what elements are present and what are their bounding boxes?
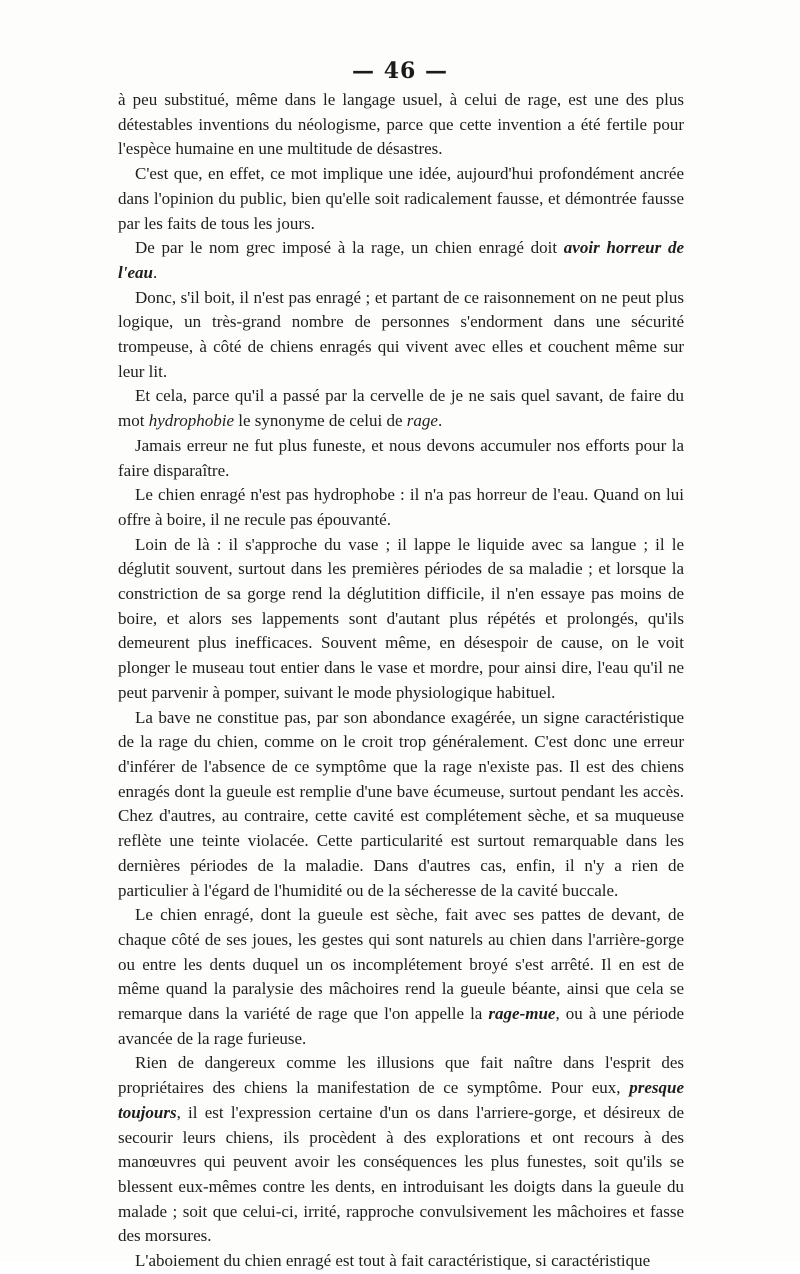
- paragraph: [118, 88, 684, 162]
- paragraph-text: De par le nom grec imposé à la rage, un chien enragé doit: [135, 238, 564, 258]
- paragraph-text: Loin de là : il s'approche du vase ; il lappe le liquide avec sa langue ; il le déglutit souvent, surtout dans les premières périodes de sa maladie ; et lorsque la constriction de sa gorge rend la déglutition difficile, il n'en essaye pas moins de boire, et alors ses lappements sont d'autant plus répétés et prolongés, qu'ils demeurent plus inefficaces. Souvent même, en désespoir de cause, on le voit plonger le museau tout entier dans le vase et mordre, pour ainsi dire, l'eau qu'il ne peut parvenir à pomper, suivant le mode physiologique habituel.: [118, 534, 684, 702]
- paragraph: [118, 483, 684, 532]
- italic-term: rage: [406, 411, 438, 431]
- paragraph: [118, 286, 684, 385]
- paragraph-text: .: [437, 411, 443, 431]
- page-number: — 46 —: [352, 58, 448, 84]
- paragraph: [118, 236, 684, 285]
- paragraph-text: C'est que, en effet, ce mot implique une idée, aujourd'hui profondément ancrée dans l'opinion du public, bien qu'elle soit radicalement fausse, et démontrée fausse par les faits de tous les jours.: [118, 164, 684, 233]
- paragraph: [118, 384, 684, 433]
- paragraph: [118, 162, 684, 236]
- paragraph: [118, 434, 684, 483]
- paragraph-text: La bave ne constitue pas, par son abondance exagérée, un signe caractéristique de la rage du chien, comme on le croit trop généralement. C'est donc une erreur d'inférer de l'absence de ce symptôme que la rage n'existe pas. Il est des chiens enragés dont la gueule est remplie d'une bave écumeuse, surtout pendant les accès. Chez d'autres, au contraire, cette cavité est complétement sèche, et sa muqueuse reflète une teinte violacée. Cette particularité est surtout remarquable dans les dernières périodes de la maladie. Dans d'autres cas, enfin, il n'y a rien de particulier à l'égard de l'humidité ou de la sécheresse de la cavité buccale.: [118, 707, 684, 900]
- paragraph: [118, 533, 684, 706]
- paragraph: [118, 706, 684, 904]
- paragraph-text: L'aboiement du chien enragé est tout à fait caractéristique, si caractéristique: [135, 1251, 651, 1271]
- paragraph: [118, 903, 684, 1051]
- paragraph-text: Rien de dangereux comme les illusions que fait naître dans l'esprit des propriétaires des chiens la manifestation de ce symptôme. Pour eux,: [118, 1053, 684, 1098]
- paragraph-text: , il est l'expression certaine d'un os dans l'arriere-gorge, et désireux de secourir leurs chiens, ils procèdent à des explorations et ont recours à des manœuvres qui peuvent avoir les conséquences les plus funestes, soit qu'ils se blessent eux-mêmes contre les dents, en introduisant les doigts dans la gueule du malade ; soit que celui-ci, irrité, rapproche convulsivement les mâchoires et fasse des morsures.: [118, 1102, 684, 1246]
- paragraph-text: , ou à une période avancée de la rage furieuse.: [118, 1004, 684, 1048]
- paragraph: [118, 1051, 684, 1249]
- paragraph-text: Le chien enragé n'est pas hydrophobe : il n'a pas horreur de l'eau. Quand on lui offre à boire, il ne recule pas épouvanté.: [118, 485, 684, 529]
- paragraph-text: à peu substitué, même dans le langage usuel, à celui de rage, est une des plus détestables inventions du néologisme, parce que cette invention a été fertile pour l'espèce humaine en une multitude de désastres.: [118, 90, 684, 159]
- body-text: [118, 88, 684, 1274]
- italic-term: hydrophobie: [148, 411, 235, 431]
- paragraph-text: Donc, s'il boit, il n'est pas enragé ; et partant de ce raisonnement on ne peut plus logique, un très-grand nombre de personnes s'endorment dans une sécurité trompeuse, à côté de chiens enragés qui vivent avec elles et couchent même sur leur lit.: [118, 287, 684, 381]
- paragraph: [118, 1249, 684, 1274]
- paragraph-text: Le chien enragé, dont la gueule est sèche, fait avec ses pattes de devant, de chaque côté de ses joues, les gestes qui sont naturels au chien dans l'arrière-gorge ou entre les dents duquel un os incomplétement broyé s'est arrêté. Il en est de même quand la paralysie des mâchoires rend la gueule béante, ainsi que cela se remarque dans la variété de rage que l'on appelle la: [118, 905, 684, 1024]
- emphasized-text: rage-mue: [488, 1004, 556, 1024]
- emphasized-text: presque toujours: [118, 1078, 684, 1122]
- paragraph-text: le synonyme de celui de: [234, 411, 407, 431]
- paragraph-text: .: [152, 262, 158, 282]
- paragraph-text: Jamais erreur ne fut plus funeste, et nous devons accumuler nos efforts pour la faire disparaître.: [118, 435, 684, 480]
- emphasized-text: avoir horreur de l'eau: [118, 238, 684, 282]
- paragraph-text: Et cela, parce qu'il a passé par la cervelle de je ne sais quel savant, de faire du mot: [118, 386, 684, 431]
